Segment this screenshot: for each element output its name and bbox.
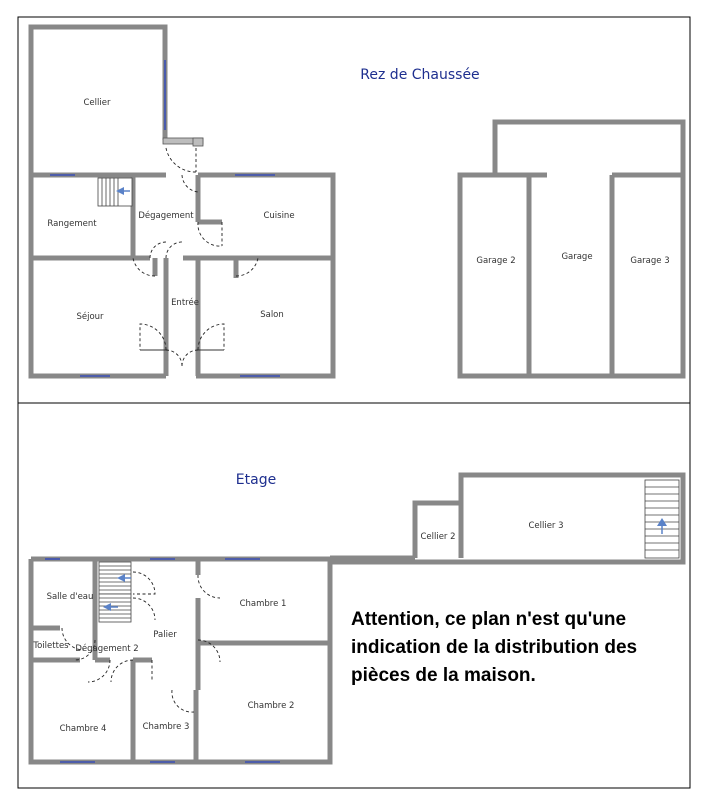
room-label-palier: Palier: [153, 630, 177, 640]
room-label-toilettes: Toilettes: [33, 641, 69, 651]
room-label-cuisine: Cuisine: [263, 211, 295, 221]
disclaimer-note: Attention, ce plan n'est qu'une indication de la distribution des pièces de la maison.: [351, 609, 638, 686]
room-label-chambre2: Chambre 2: [247, 701, 295, 711]
room-label-salle-deau: Salle d'eau: [46, 592, 94, 602]
room-label-cellier3: Cellier 3: [528, 521, 564, 531]
room-label-sejour: Séjour: [76, 312, 104, 322]
room-label-entree: Entrée: [171, 298, 199, 308]
room-label-cellier2: Cellier 2: [420, 532, 456, 542]
room-label-cellier: Cellier: [83, 98, 111, 108]
room-label-chambre3: Chambre 3: [142, 722, 190, 732]
room-label-degagement2: Dégagement 2: [75, 644, 139, 654]
ground-floor-stairs: [98, 178, 132, 206]
room-label-salon: Salon: [260, 310, 284, 320]
room-label-garage3: Garage 3: [630, 256, 670, 266]
upper-floor-stairs: [99, 480, 679, 622]
room-label-garage: Garage: [561, 252, 593, 262]
room-label-chambre4: Chambre 4: [59, 724, 107, 734]
room-label-rangement: Rangement: [47, 219, 97, 229]
ground-floor-panel: [18, 17, 690, 403]
ground-floor-title: Rez de Chaussée: [360, 67, 480, 83]
room-label-garage2: Garage 2: [476, 256, 516, 266]
room-label-chambre1: Chambre 1: [239, 599, 287, 609]
upper-floor-title: Etage: [235, 472, 277, 488]
room-label-degagement: Dégagement: [138, 211, 194, 221]
